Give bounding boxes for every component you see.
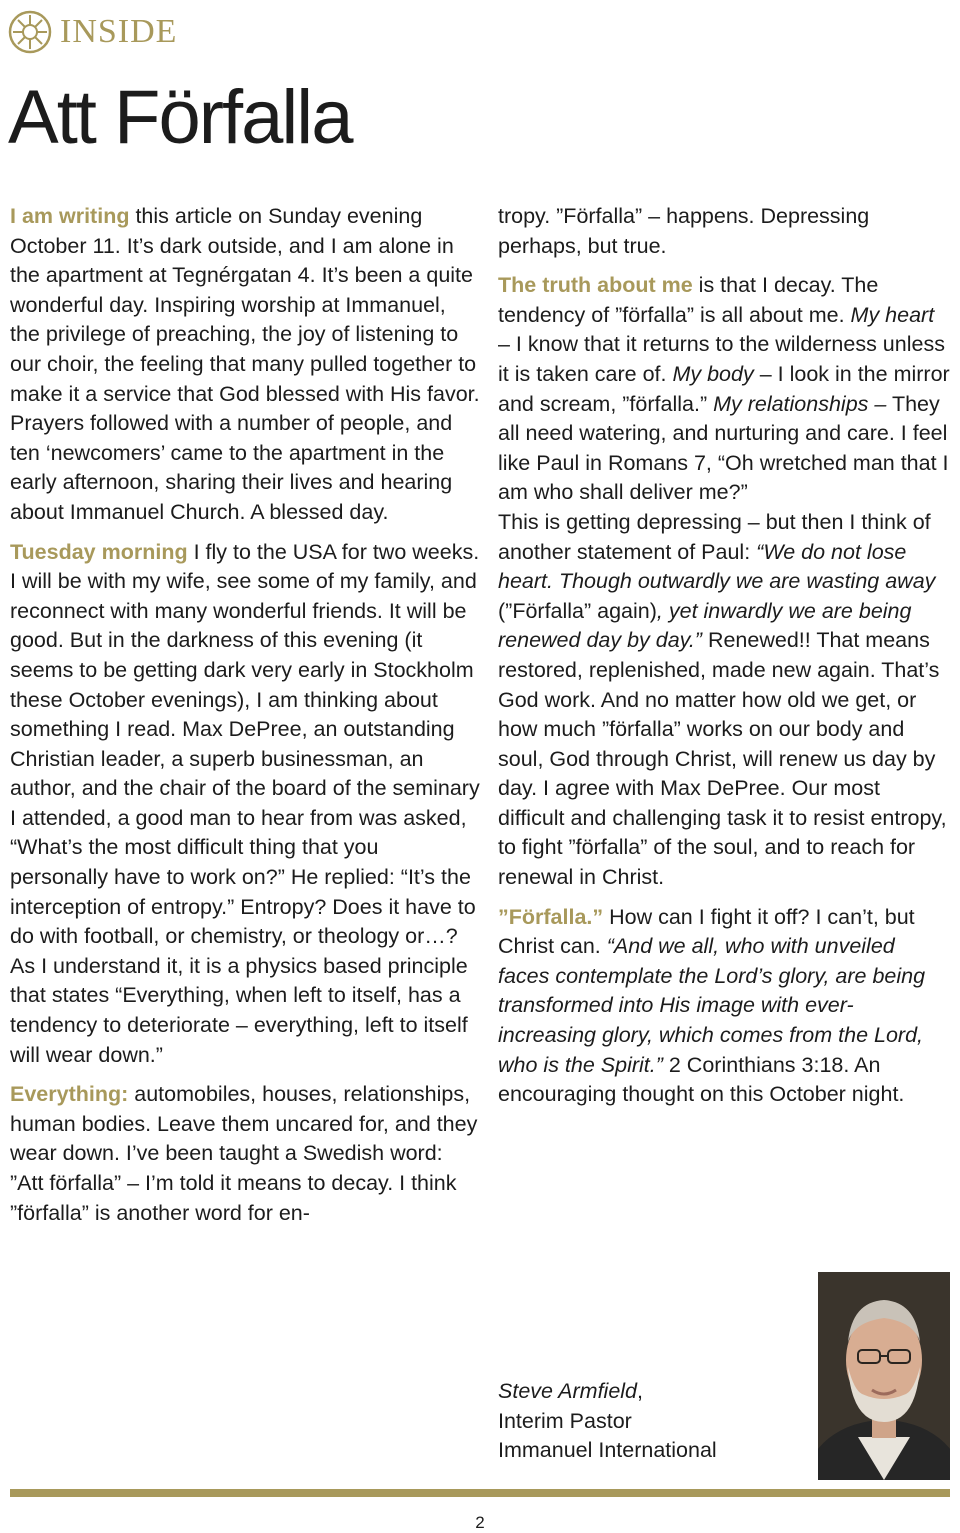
paragraph: [10, 538, 480, 1071]
paragraph: This is getting depressing – but then I think of another statement of Paul: “We do not lose heart. Though outwardly we are wasting away (”Förfalla” again), yet inwardly we are being renewed day by day.” Renewed!! That means restored, replenished, made new again. That’s God work. And no matter how old we get, or how much ”förfalla” works on our body and soul, God through Christ, will renew us day by day. I agree with Max DePree. Our most difficult and challenging task it to resist entropy, to fight ”förfalla” of the soul, and to reach for renewal in Christ.: [498, 509, 947, 890]
paragraph-text: automobiles, houses, relationships, human bodies. Leave them uncared for, and they wear down. I’ve been taught a Swedish word: ”Att förfalla” – I’m told it means to decay. I think ”förfalla” is another word for en-: [10, 1082, 478, 1225]
paragraph: tropy. ”Förfalla” – happens. Depressing perhaps, but true.: [498, 204, 870, 258]
author-organization: Immanuel International: [498, 1438, 717, 1463]
section-label: INSIDE: [60, 13, 178, 50]
lead-in: I am writing: [10, 204, 130, 228]
lead-in: Tuesday morning: [10, 539, 188, 564]
paragraph: [10, 202, 480, 528]
paragraph: The truth about me is that I decay. The tendency of ”förfalla” is all about me. My heart – I know that it returns to the wilderness unless it is taken care of. My body – I look in the mirror and scream, ”förfalla.” My relationships – They all need watering, and nurturing and care. I feel like Paul in Romans 7, “Oh wretched man that I am who shall deliver me?”: [498, 273, 950, 505]
section-header: [8, 10, 177, 54]
footer-rule: [10, 1489, 950, 1497]
paragraph: [10, 1080, 480, 1228]
article-column-left: [10, 202, 480, 1238]
page-number: 2: [475, 1513, 485, 1532]
lead-in: Everything:: [10, 1082, 129, 1107]
article-title: Att Förfalla: [8, 75, 352, 160]
author-name: Steve Armfield: [498, 1379, 638, 1403]
author-portrait: [818, 1272, 950, 1480]
sun-emblem-icon: [8, 10, 52, 54]
author-signature: Steve Armfield, Interim Pastor Immanuel International: [498, 1377, 717, 1466]
paragraph-text: this article on Sunday evening October 11. It’s dark outside, and I am alone in the apartment at Tegnérgatan 4. It’s been a quite wonderful day. Inspiring worship at Immanuel, the privilege of preaching, the joy of listening to our choir, the feeling that many pulled together to make it a service that God blessed with His favor. Prayers followed with a number of people, and ten ‘newcomers’ came to the apartment in the early afternoon, sharing their lives and hearing about Immanuel Church. A blessed day.: [10, 204, 480, 524]
author-role: Interim Pastor: [498, 1408, 632, 1433]
paragraph: ”Förfalla.” How can I fight it off? I can’t, but Christ can. “And we all, who with unveiled faces contemplate the Lord’s glory, are being transformed into His image with ever-increasing glory, which comes from the Lord, who is the Spirit.” 2 Corinthians 3:18. An encouraging thought on this October night.: [498, 904, 926, 1107]
lead-in: The truth about me: [498, 273, 693, 298]
lead-in: ”Förfalla.”: [498, 904, 604, 929]
article-column-right: [498, 202, 950, 1120]
portrait-illustration: [818, 1272, 950, 1480]
paragraph-text: I fly to the USA for two weeks. I will be with my wife, see some of my family, and reconnect with many wonderful friends. It will be good. But in the darkness of this evening (it seems to be getting dark very early in Stockholm these October evenings), I am thinking about something I read. Max DePree, an outstanding Christian leader, a superb businessman, an author, and the chair of the board of the seminary I attended, a good man to hear from was asked, “What’s the most difficult thing that you personally have to work on?” He replied: “It’s the interception of entropy.” Entropy? Does it have to do with football, or chemistry, or theology or…? As I understand it, it is a physics based principle that states “Everything, when left to itself, has a tendency to deteriorate – everything, left to itself will wear down.”: [10, 539, 480, 1067]
